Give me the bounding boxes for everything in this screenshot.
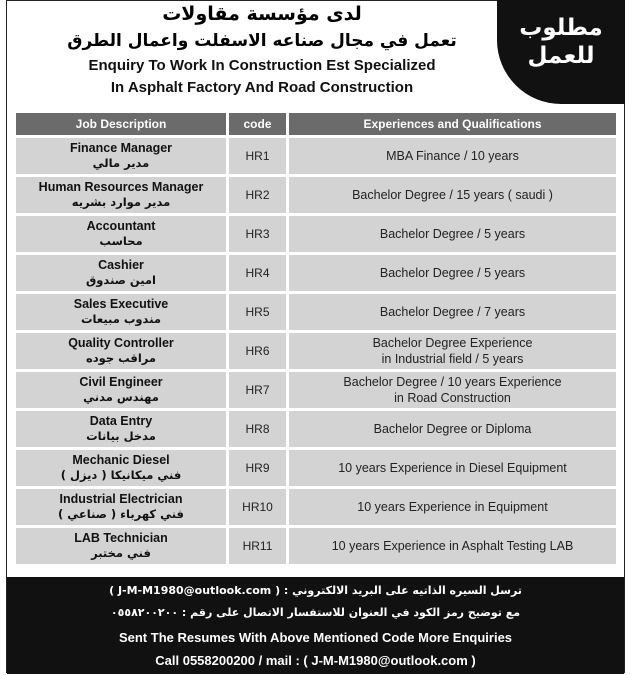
qualification-line-1: Bachelor Degree / 10 years Experience: [343, 375, 562, 389]
job-title-arabic: مدخل بيانات: [86, 429, 156, 443]
job-title-english: Cashier: [98, 258, 144, 272]
job-title-cell: [16, 294, 226, 330]
job-code-cell: [229, 450, 286, 486]
job-code-cell: [229, 528, 286, 564]
qualifications-cell: [289, 528, 616, 564]
hiring-badge: [497, 0, 625, 104]
job-title-cell: [16, 333, 226, 369]
footer-english-line-1: Sent The Resumes With Above Mentioned Code More Enquiries: [118, 630, 513, 645]
job-title-english: Human Resources Manager: [38, 180, 204, 194]
table-row: [16, 411, 616, 447]
job-title-cell: [16, 372, 226, 408]
job-code-cell: [229, 255, 286, 291]
job-title-cell: [16, 216, 226, 252]
job-title-english: Mechanic Diesel: [72, 453, 170, 467]
job-code: HR7: [245, 383, 270, 397]
job-title-arabic: فني ميكانيكا ( ديزل ): [60, 468, 182, 482]
table-row: [16, 138, 616, 174]
column-header-qualifications: Experiences and Qualifications: [289, 113, 616, 135]
english-title-line-1: Enquiry To Work In Construction Est Specialized: [88, 57, 436, 74]
job-title-cell: [16, 255, 226, 291]
job-title-cell: [16, 489, 226, 525]
job-title-arabic: مدير موارد بشريه: [71, 195, 171, 209]
footer-arabic-line-1: ترسل السيره الذاتيه على البريد الالكتروني : ( J-M-M1980@outlook.com ): [109, 584, 522, 597]
job-code: HR4: [245, 266, 270, 280]
job-code: HR10: [242, 500, 273, 514]
job-title-arabic: مندوب مبيعات: [80, 312, 162, 326]
qualifications-cell: [289, 450, 616, 486]
job-code-cell: [229, 294, 286, 330]
table-row: [16, 294, 616, 330]
job-title-english: Accountant: [86, 219, 156, 233]
qualification-line-1: Bachelor Degree Experience: [372, 336, 533, 350]
qualification-line-1: 10 years Experience in Diesel Equipment: [338, 461, 567, 475]
badge-line-2: للعمل: [527, 43, 595, 69]
qualification-line-1: 10 years Experience in Equipment: [357, 500, 548, 514]
job-code-cell: [229, 372, 286, 408]
qualification-line-1: 10 years Experience in Asphalt Testing LAB: [331, 539, 574, 553]
table-row: [16, 528, 616, 564]
job-title-cell: [16, 177, 226, 213]
ad-header: [7, 1, 624, 105]
table-row: [16, 489, 616, 525]
job-code: HR2: [245, 188, 270, 202]
qualification-line-2: in Industrial field / 5 years: [381, 352, 524, 366]
job-code-cell: [229, 411, 286, 447]
arabic-title: لدى مؤسسة مقاولات: [162, 3, 362, 25]
ad-footer: [7, 577, 624, 674]
job-title-english: LAB Technician: [74, 531, 168, 545]
badge-line-1: مطلوب: [519, 15, 603, 41]
qualifications-cell: [289, 216, 616, 252]
job-title-arabic: فني كهرباء ( صناعي ): [58, 507, 184, 521]
footer-english-line-2: Call 0558200200 / mail : ( J-M-M1980@outlook.com ): [155, 653, 476, 668]
job-title-arabic: محاسب: [99, 234, 143, 248]
arabic-subtitle: تعمل في مجال صناعه الاسفلت واعمال الطرق: [67, 31, 457, 51]
qualification-line-2: in Road Construction: [394, 391, 511, 405]
qualifications-cell: [289, 411, 616, 447]
english-title-line-2: In Asphalt Factory And Road Construction: [110, 79, 414, 96]
qualification-line-1: MBA Finance / 10 years: [386, 149, 519, 163]
table-row: [16, 450, 616, 486]
job-title-arabic: فني مختبر: [91, 546, 151, 560]
job-title-arabic: مراقب جوده: [85, 351, 157, 365]
qualifications-cell: [289, 489, 616, 525]
qualifications-cell: [289, 255, 616, 291]
job-title-cell: [16, 450, 226, 486]
job-code-cell: [229, 216, 286, 252]
job-code-cell: [229, 138, 286, 174]
job-title-english: Civil Engineer: [79, 375, 163, 389]
job-title-english: Sales Executive: [73, 297, 169, 311]
job-code: HR8: [245, 422, 270, 436]
qualifications-cell: [289, 294, 616, 330]
job-title-english: Quality Controller: [68, 336, 174, 350]
column-header-code: code: [229, 113, 286, 135]
qualification-line-1: Bachelor Degree / 7 years: [379, 305, 526, 319]
job-title-cell: [16, 138, 226, 174]
job-title-english: Industrial Electrician: [59, 492, 183, 506]
job-code: HR11: [242, 539, 273, 553]
job-code: HR6: [245, 344, 270, 358]
table-row: [16, 372, 616, 408]
job-title-cell: [16, 528, 226, 564]
qualification-line-1: Bachelor Degree / 15 years ( saudi ): [352, 188, 553, 202]
qualification-line-1: Bachelor Degree or Diploma: [373, 422, 532, 436]
qualification-line-1: Bachelor Degree / 5 years: [379, 266, 526, 280]
column-header-job: Job Description: [16, 113, 226, 135]
job-title-arabic: مهندس مدني: [83, 390, 159, 404]
qualification-line-1: Bachelor Degree / 5 years: [379, 227, 526, 241]
job-code-cell: [229, 333, 286, 369]
table-row: [16, 177, 616, 213]
qualifications-cell: [289, 138, 616, 174]
job-code-cell: [229, 489, 286, 525]
job-title-arabic: مدير مالي: [92, 156, 150, 170]
qualifications-cell: [289, 177, 616, 213]
job-code: HR1: [245, 149, 270, 163]
job-advertisement: [6, 0, 625, 673]
job-title-english: Data Entry: [89, 414, 153, 428]
footer-arabic-line-2: مع توضيح رمز الكود في العنوان للاستفسار الاتصال على رقم : ٠٥٥٨٢٠٠٢٠٠: [110, 606, 521, 619]
table-row: [16, 216, 616, 252]
job-code: HR9: [245, 461, 270, 475]
job-code-cell: [229, 177, 286, 213]
job-code: HR5: [245, 305, 270, 319]
job-title-arabic: امين صندوق: [86, 273, 156, 287]
job-code: HR3: [245, 227, 270, 241]
table-row: [16, 255, 616, 291]
qualifications-cell: [289, 333, 616, 369]
table-row: [16, 333, 616, 369]
qualifications-cell: [289, 372, 616, 408]
job-title-cell: [16, 411, 226, 447]
job-title-english: Finance Manager: [69, 141, 173, 155]
